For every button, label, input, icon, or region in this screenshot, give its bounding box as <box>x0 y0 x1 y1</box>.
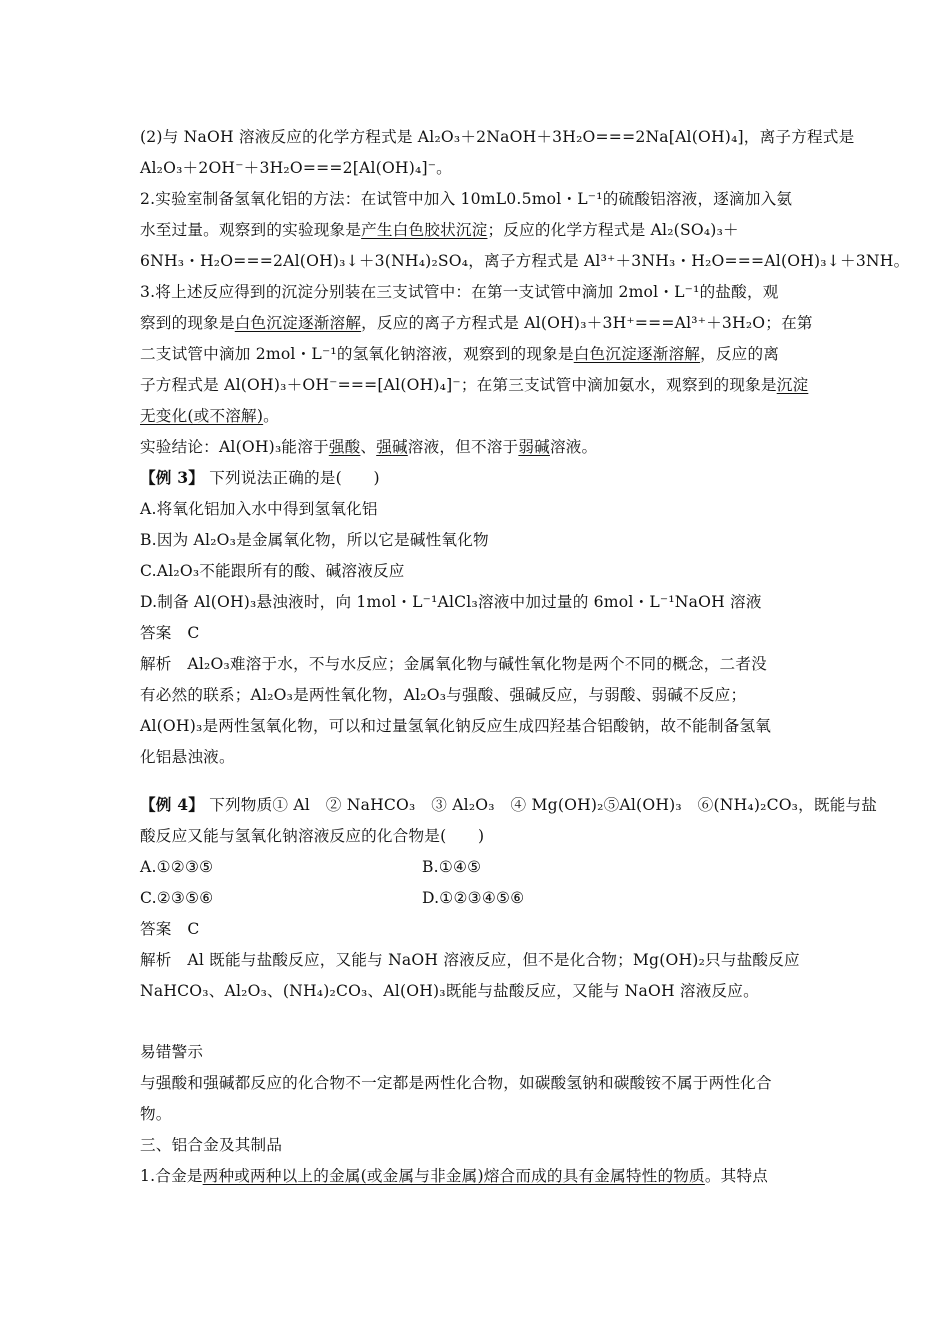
section-heading: 三、铝合金及其制品 <box>140 1136 283 1154</box>
text-line: 1.合金是两种或两种以上的金属(或金属与非金属)熔合而成的具有金属特性的物质。其特点 <box>140 1167 769 1185</box>
warning-text: 物。 <box>140 1105 172 1123</box>
answer: 答案 C <box>140 920 200 938</box>
text-line: (2)与 NaOH 溶液反应的化学方程式是 Al₂O₃＋2NaOH＋3H₂O===2Na[Al(OH)₄]，离子方程式是 <box>140 128 855 146</box>
text-line: 2.实验室制备氢氧化铝的方法：在试管中加入 10mL0.5mol・L⁻¹的硫酸铝溶液，逐滴加入氨 <box>140 190 793 208</box>
option-row <box>140 887 525 909</box>
explanation-line: 解析 Al 既能与盐酸反应，又能与 NaOH 溶液反应，但不是化合物；Mg(OH)₂只与盐酸反应 <box>140 951 800 969</box>
text-line: 酸反应又能与氢氧化钠溶液反应的化合物是( ) <box>140 827 485 845</box>
option-b: B.①④⑤ <box>422 858 482 876</box>
option-a: A.①②③⑤ <box>140 858 214 876</box>
warning-text: 与强酸和强碱都反应的化合物不一定都是两性化合物，如碳酸氢钠和碳酸铵不属于两性化合 <box>140 1074 772 1092</box>
option-d: D.①②③④⑤⑥ <box>422 889 525 907</box>
explanation-line: 有必然的联系；Al₂O₃是两性氧化物，Al₂O₃与强酸、强碱反应，与弱酸、弱碱不反应； <box>140 686 747 704</box>
text-line: 子方程式是 Al(OH)₃＋OH⁻===[Al(OH)₄]⁻；在第三支试管中滴加氨水，观察到的现象是沉淀 <box>140 376 809 394</box>
text-line: 无变化(或不溶解)。 <box>140 407 279 425</box>
text-line: 水至过量。观察到的实验现象是产生白色胶状沉淀；反应的化学方程式是 Al₂(SO₄)₃＋ <box>140 221 739 239</box>
example-4-question: 【例 4】 下列物质① Al ② NaHCO₃ ③ Al₂O₃ ④ Mg(OH)₂⑤Al(OH)₃ ⑥(NH₄)₂CO₃，既能与盐 <box>140 795 878 814</box>
answer: 答案 C <box>140 624 200 642</box>
text-line: 实验结论：Al(OH)₃能溶于强酸、强碱溶液，但不溶于弱碱溶液。 <box>140 438 598 456</box>
text-line: 3.将上述反应得到的沉淀分别装在三支试管中：在第一支试管中滴加 2mol・L⁻¹的盐酸，观 <box>140 283 779 301</box>
warning-title: 易错警示 <box>140 1043 204 1061</box>
text-line: Al₂O₃＋2OH⁻＋3H₂O===2[Al(OH)₄]⁻。 <box>140 159 452 177</box>
option-row <box>140 856 482 878</box>
text-line: 6NH₃・H₂O===2Al(OH)₃↓＋3(NH₄)₂SO₄，离子方程式是 Al³⁺＋3NH₃・H₂O===Al(OH)₃↓＋3NH。 <box>140 252 910 270</box>
option-c: C.Al₂O₃不能跟所有的酸、碱溶液反应 <box>140 562 405 580</box>
option-a: A.将氧化铝加入水中得到氢氧化铝 <box>140 500 378 518</box>
text-line: 察到的现象是白色沉淀逐渐溶解，反应的离子方程式是 Al(OH)₃＋3H⁺===Al³⁺＋3H₂O；在第 <box>140 314 813 332</box>
explanation-line: 解析 Al₂O₃难溶于水，不与水反应；金属氧化物与碱性氧化物是两个不同的概念，二者没 <box>140 655 767 673</box>
explanation-line: 化铝悬浊液。 <box>140 748 235 766</box>
explanation-line: NaHCO₃、Al₂O₃、(NH₄)₂CO₃、Al(OH)₃既能与盐酸反应，又能与 NaOH 溶液反应。 <box>140 982 759 1000</box>
option-c: C.②③⑤⑥ <box>140 889 214 907</box>
explanation-line: Al(OH)₃是两性氢氧化物，可以和过量氢氧化钠反应生成四羟基合铝酸钠，故不能制备氢氧 <box>140 717 772 735</box>
text-line: 二支试管中滴加 2mol・L⁻¹的氢氧化钠溶液，观察到的现象是白色沉淀逐渐溶解，反应的离 <box>140 345 780 363</box>
example-3-question: 【例 3】 下列说法正确的是( ) <box>140 468 380 487</box>
option-b: B.因为 Al₂O₃是金属氧化物，所以它是碱性氧化物 <box>140 531 489 549</box>
option-d: D.制备 Al(OH)₃悬浊液时，向 1mol・L⁻¹AlCl₃溶液中加过量的 6mol・L⁻¹NaOH 溶液 <box>140 593 762 611</box>
